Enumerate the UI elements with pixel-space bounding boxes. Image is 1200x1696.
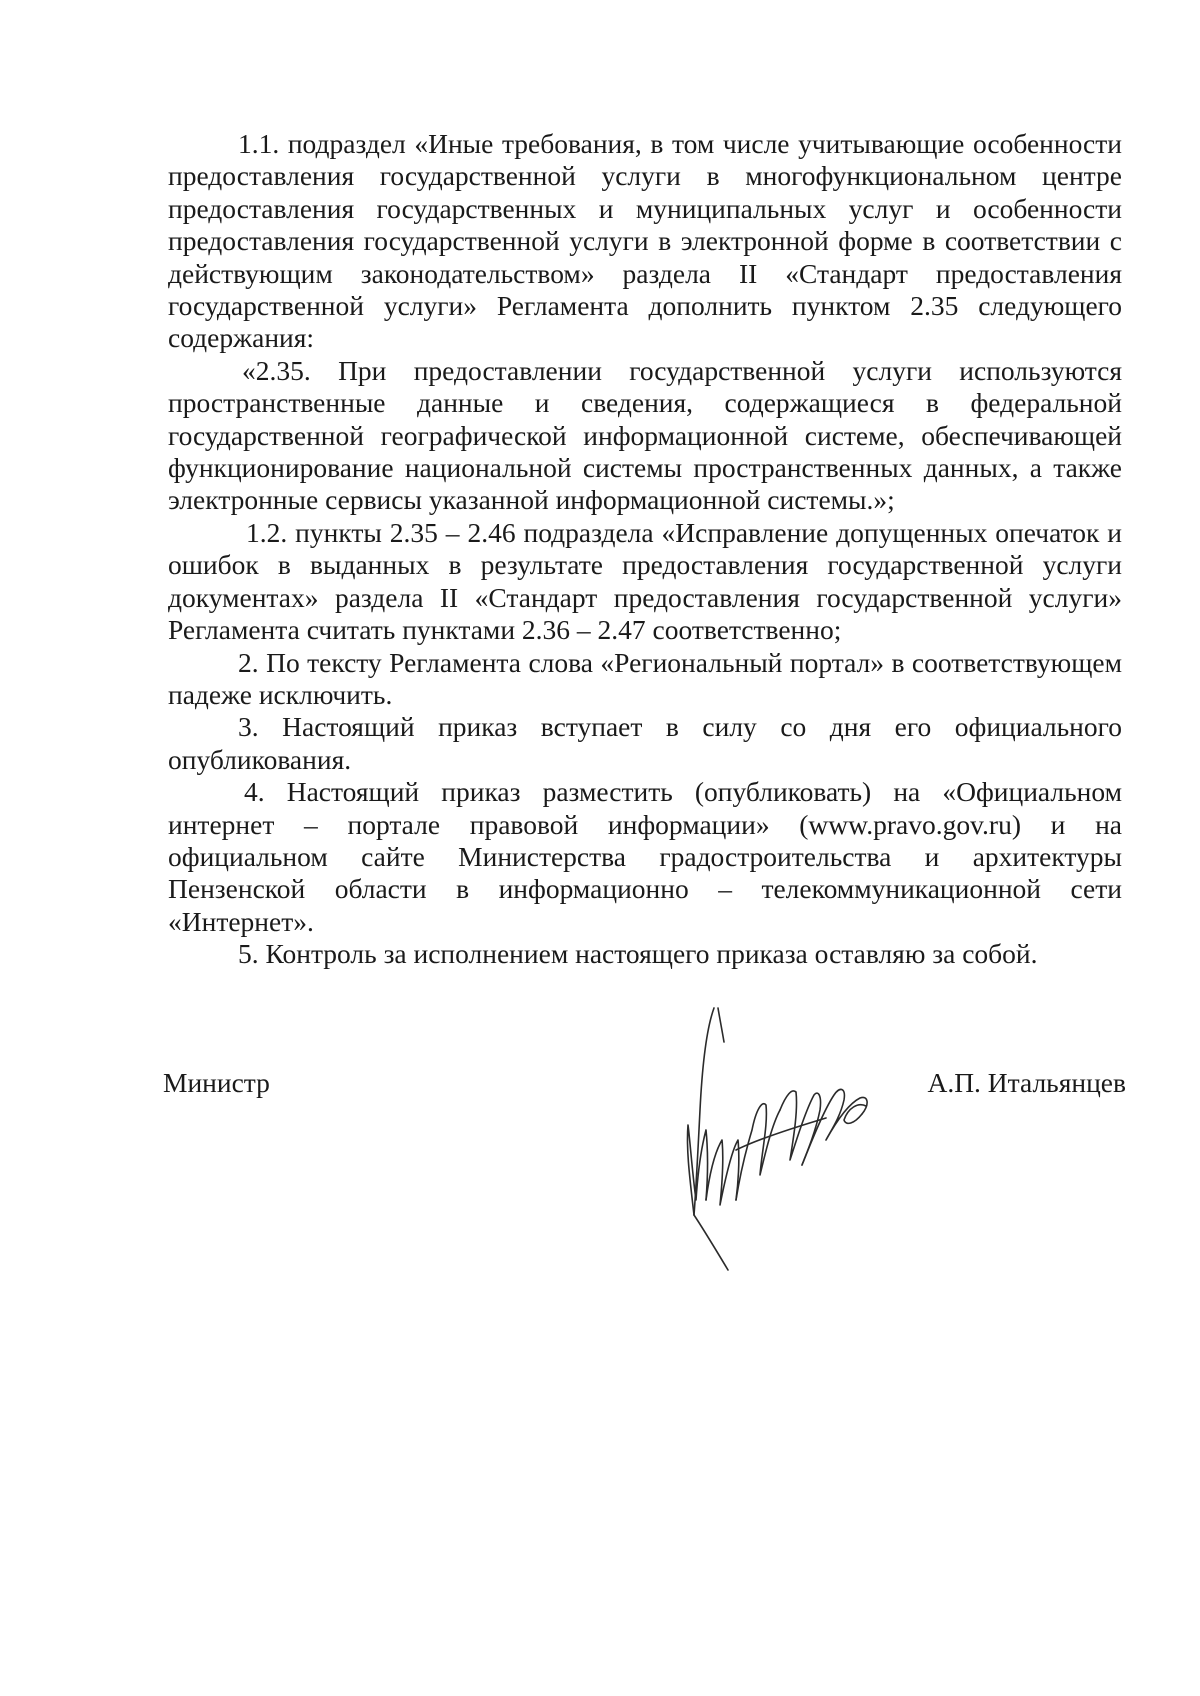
paragraph-1-1: 1.1. подраздел «Иные требования, в том числе учитывающие особенности предоставления государственной услуги в многофункциональном центре предоставления государственных и муниципальных услуг и особенности предоставления государственной услуги в электронной форме в соответствии с действующим законодательством» раздела II «Стандарт предоставления государственной услуги» Регламента дополнить пунктом 2.35 следующего содержания: <box>168 128 1122 354</box>
signatory-name: А.П. Итальянцев <box>927 1067 1126 1098</box>
paragraph-2: 2. По тексту Регламента слова «Региональный портал» в соответствующем падеже исключить. <box>168 646 1122 710</box>
paragraph-4: 4. Настоящий приказ разместить (опубликовать) на «Официальном интернет – портале правовой информации» (www.pravo.gov.ru) и на официальном сайте Министерства градостроительства и архитектуры Пензенской области в информационно – телекоммуникационной сети «Интернет». <box>168 776 1122 937</box>
paragraph-3: 3. Настоящий приказ вступает в силу со дня его официального опубликования. <box>168 711 1122 775</box>
paragraph-1-2: 1.2. пункты 2.35 – 2.46 подраздела «Исправление допущенных опечаток и ошибок в выданных в результате предоставления государственной услуги документах» раздела II «Стандарт предоставления государственной услуги» Регламента считать пунктами 2.36 – 2.47 соответственно; <box>168 516 1122 646</box>
handwritten-signature <box>676 1000 906 1280</box>
document-body <box>168 128 1122 971</box>
paragraph-2-35-quote: «2.35. При предоставлении государственной услуги используются пространственные данные и сведения, содержащиеся в федеральной государственной географической информационной системе, обеспечивающей функционирование национальной системы пространственных данных, а также электронные сервисы указанной информационной системы.»; <box>168 354 1122 516</box>
paragraph-5: 5. Контроль за исполнением настоящего приказа оставляю за собой. <box>238 938 1038 970</box>
signatory-title: Министр <box>163 1067 270 1098</box>
